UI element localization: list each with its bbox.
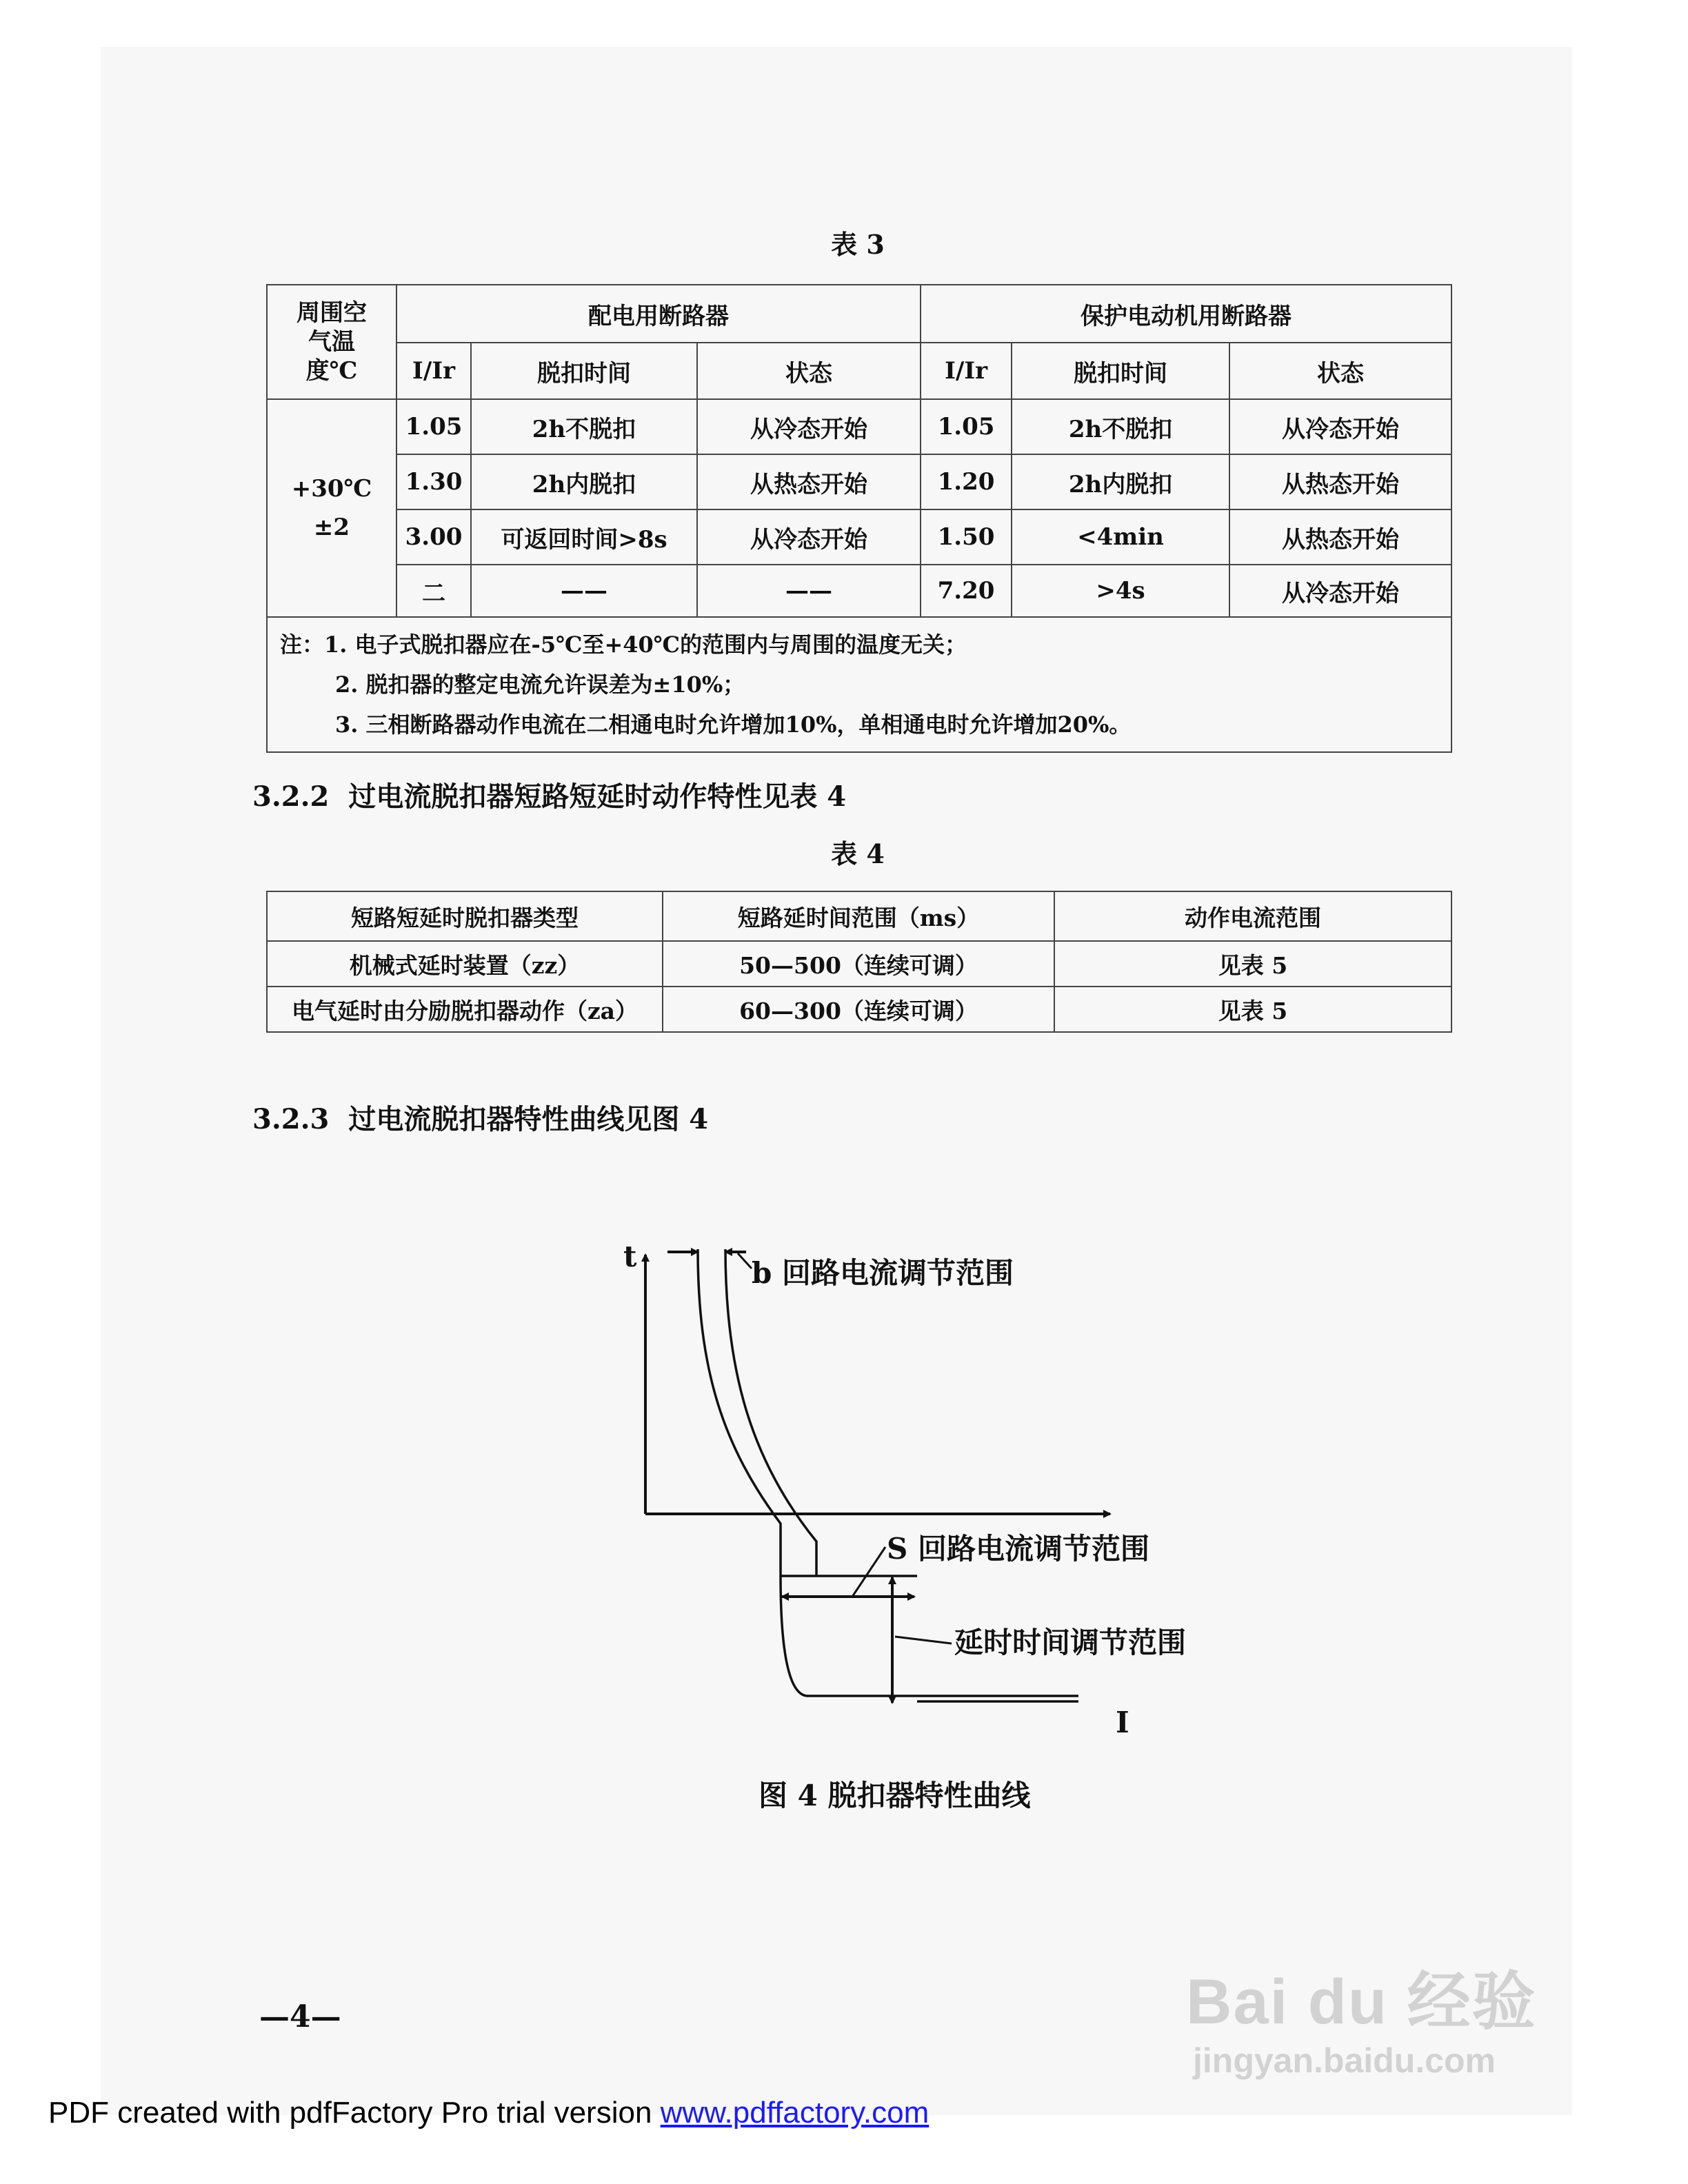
table3-subheader: 脱扣时间: [1012, 343, 1229, 399]
table3-cell: 可返回时间>8s: [471, 509, 697, 565]
table3-subheader: 状态: [697, 343, 921, 399]
figure4-t-axis-label: t: [623, 1240, 637, 1273]
table3-cell: 从冷态开始: [1229, 399, 1451, 454]
table3-cell: 1.20: [921, 454, 1012, 509]
pdffactory-link[interactable]: www.pdffactory.com: [660, 2096, 930, 2130]
table3-cell: 二: [396, 565, 471, 617]
table3-subheader: 脱扣时间: [471, 343, 697, 399]
table3-cell: 从冷态开始: [697, 509, 921, 565]
table4-cell: 见表 5: [1054, 941, 1451, 987]
table3-subheader: 状态: [1229, 343, 1451, 399]
table4-caption: 表 4: [831, 838, 885, 869]
curve-right: [725, 1249, 816, 1576]
s-range-leader: [852, 1547, 885, 1597]
figure4-b-range-label: b 回路电流调节范围: [752, 1256, 1014, 1290]
table3-cell: 2h内脱扣: [471, 454, 697, 509]
table3-cell: 3.00: [396, 509, 471, 565]
table4-cell: 电气延时由分励脱扣器动作（za）: [267, 987, 663, 1032]
table4-cell: 机械式延时装置（zz）: [267, 941, 663, 987]
table3-cell: 7.20: [921, 565, 1012, 617]
section-3-2-2-heading: 3.2.2 过电流脱扣器短路短延时动作特性见表 4: [252, 780, 847, 813]
table3-cell: 从冷态开始: [697, 399, 921, 454]
table3-note: 3. 三相断路器动作电流在二相通电时允许增加10%，单相通电时允许增加20%。: [335, 711, 1132, 738]
table3-caption: 表 3: [831, 229, 885, 260]
baidu-watermark-url: jingyan.baidu.com: [1193, 2041, 1496, 2080]
table3-cell: 从冷态开始: [1229, 565, 1451, 617]
table4-header: 短路延时间范围（ms）: [663, 891, 1054, 941]
delay-range-leader: [895, 1637, 952, 1644]
table3-cell: 1.05: [921, 399, 1012, 454]
b-range-leader: [738, 1253, 752, 1268]
table3-cell: 从热态开始: [1229, 454, 1451, 509]
footer-text: PDF created with pdfFactory Pro trial version: [48, 2096, 661, 2130]
table4-cell: 60—300（连续可调）: [663, 987, 1054, 1032]
figure4-caption: 图 4 脱扣器特性曲线: [758, 1779, 1031, 1812]
figure4-i-axis-label: I: [1116, 1706, 1129, 1739]
table3-cell: <4min: [1012, 509, 1229, 565]
table3-cell: ——: [697, 565, 921, 617]
figure4-s-range-label: S 回路电流调节范围: [887, 1532, 1149, 1566]
table4-header: 短路短延时脱扣器类型: [267, 891, 663, 941]
table3-header-motor-breaker: 保护电动机用断路器: [921, 285, 1451, 343]
table3-note: 注：1. 电子式脱扣器应在-5℃至+40℃的范围内与周围的温度无关；: [280, 631, 967, 658]
table3-cell: >4s: [1012, 565, 1229, 617]
table3-cell: 从热态开始: [1229, 509, 1451, 565]
table3-header-temperature: 周围空气温度℃: [267, 285, 396, 399]
table3-cell: 1.30: [396, 454, 471, 509]
section-3-2-3-heading: 3.2.3 过电流脱扣器特性曲线见图 4: [252, 1103, 709, 1135]
baidu-watermark-logo: Bai du 经验: [1186, 1967, 1537, 2037]
page-number: —4—: [259, 1999, 341, 2034]
table3-note: 2. 脱扣器的整定电流允许误差为±10%；: [335, 671, 745, 698]
table3-temperature-value: +30℃ ±2: [267, 399, 396, 617]
table4-cell: 50—500（连续可调）: [663, 941, 1054, 987]
table3-cell: 2h不脱扣: [1012, 399, 1229, 454]
table4-cell: 见表 5: [1054, 987, 1451, 1032]
table3-cell: 2h不脱扣: [471, 399, 697, 454]
pdf-footer: [48, 2096, 929, 2130]
figure4-delay-range-label: 延时时间调节范围: [954, 1626, 1187, 1659]
table3-cell: 1.50: [921, 509, 1012, 565]
table4-header: 动作电流范围: [1054, 891, 1451, 941]
table3-cell: ——: [471, 565, 697, 617]
table3-cell: 1.05: [396, 399, 471, 454]
table3-subheader: I/Ir: [921, 343, 1012, 399]
table3-cell: 2h内脱扣: [1012, 454, 1229, 509]
table3-header-distribution-breaker: 配电用断路器: [396, 285, 921, 343]
table3-cell: 从热态开始: [697, 454, 921, 509]
table3-subheader: I/Ir: [396, 343, 471, 399]
